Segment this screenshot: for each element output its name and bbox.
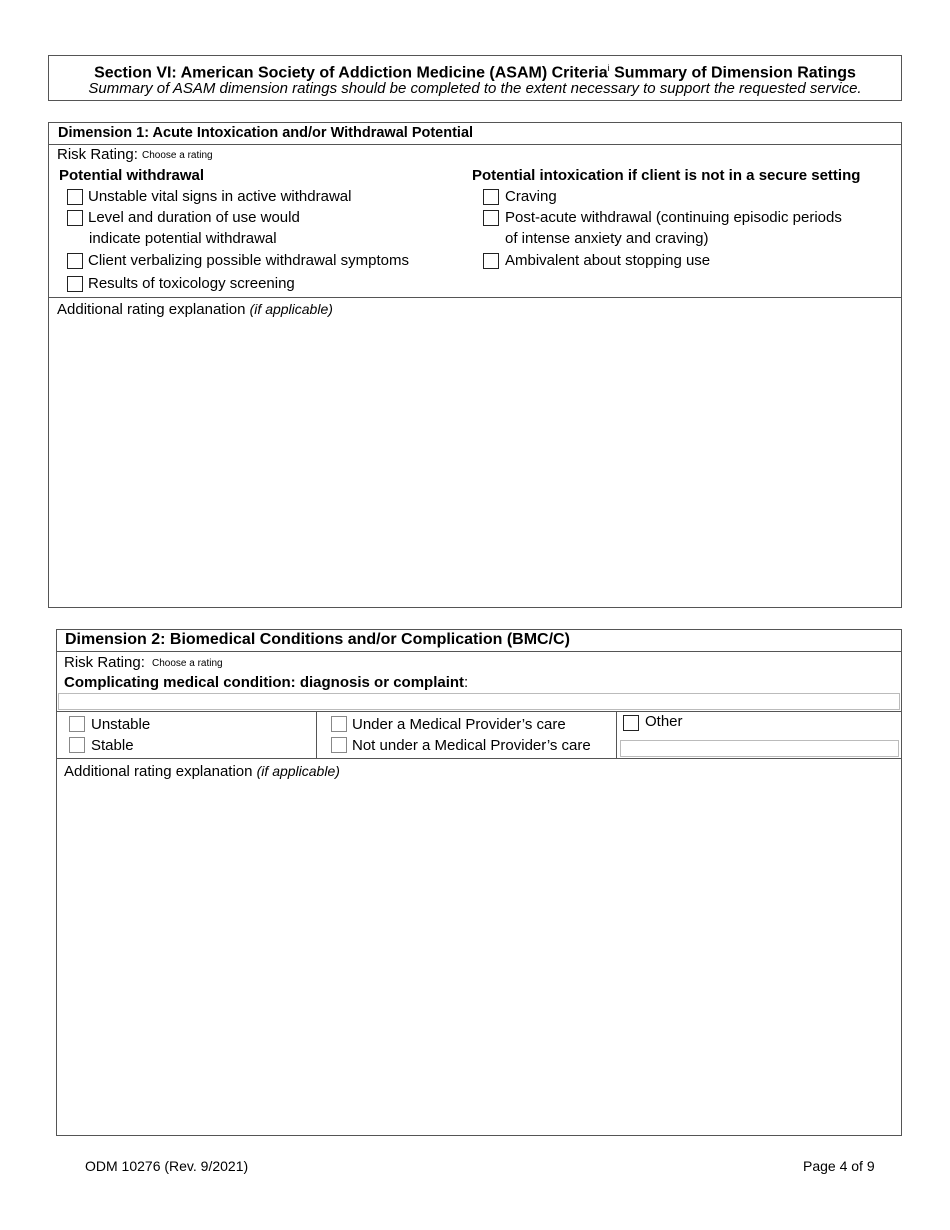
label-not-under-provider-care: Not under a Medical Provider’s care [352, 737, 591, 754]
complicating-condition-input[interactable] [58, 693, 900, 710]
checkbox-craving[interactable] [483, 189, 499, 205]
dimension1-risk-select[interactable]: Choose a rating [142, 150, 213, 161]
checkbox-post-acute[interactable] [483, 210, 499, 226]
dimension2-options-divider-1 [316, 711, 317, 758]
label-level-duration: Level and duration of use would [88, 209, 300, 226]
dimension2-options-divider-2 [616, 711, 617, 758]
checkbox-level-duration[interactable] [67, 210, 83, 226]
label-stable: Stable [91, 737, 134, 754]
dimension2-title-divider [56, 651, 902, 652]
checkbox-unstable-vitals[interactable] [67, 189, 83, 205]
dimension1-explanation-hint: (if applicable) [249, 301, 333, 317]
dimension1-risk-label: Risk Rating: [57, 146, 138, 163]
dimension2-risk-select[interactable]: Choose a rating [152, 658, 223, 669]
section-title-superscript: i [607, 63, 610, 73]
dimension2-explanation-label [64, 762, 340, 781]
dimension2-title: Dimension 2: Biomedical Conditions and/or Complication (BMC/C) [65, 631, 570, 648]
checkbox-ambivalent[interactable] [483, 253, 499, 269]
dimension2-explanation-input[interactable] [60, 782, 898, 1132]
checkbox-verbalizing-symptoms[interactable] [67, 253, 83, 269]
checkbox-not-under-provider-care[interactable] [331, 737, 347, 753]
label-verbalizing-symptoms: Client verbalizing possible withdrawal symptoms [88, 252, 409, 269]
checkbox-stable[interactable] [69, 737, 85, 753]
label-toxicology: Results of toxicology screening [88, 275, 295, 292]
label-post-acute-cont: of intense anxiety and craving) [505, 230, 709, 247]
dimension1-title: Dimension 1: Acute Intoxication and/or Withdrawal Potential [58, 125, 474, 141]
dimension1-explanation-divider [48, 297, 902, 298]
dimension2-complicating-text: Complicating medical condition: diagnosis or complaint [64, 674, 465, 691]
label-craving: Craving [505, 188, 557, 205]
label-unstable-vitals: Unstable vital signs in active withdrawal [88, 188, 352, 205]
label-under-provider-care: Under a Medical Provider’s care [352, 716, 566, 733]
dimension1-col2-heading: Potential intoxication if client is not in a secure setting [472, 167, 861, 184]
dimension1-explanation-label [57, 300, 333, 319]
dimension2-explanation-hint: (if applicable) [256, 763, 340, 779]
section-subtitle: Summary of ASAM dimension ratings should be completed to the extent necessary to support the requested service. [88, 80, 862, 97]
dimension1-explanation-input[interactable] [52, 320, 898, 604]
dimension1-col1-heading: Potential withdrawal [59, 167, 205, 184]
label-level-duration-cont: indicate potential withdrawal [89, 230, 277, 247]
checkbox-unstable[interactable] [69, 716, 85, 732]
label-other: Other [645, 713, 683, 730]
dimension2-explanation-text: Additional rating explanation [64, 763, 253, 780]
section-title-suffix: Summary of Dimension Ratings [609, 64, 856, 82]
dimension2-options-top-divider [56, 711, 902, 712]
label-ambivalent: Ambivalent about stopping use [505, 252, 711, 269]
dimension2-complicating-label [64, 674, 468, 692]
label-unstable: Unstable [91, 716, 151, 733]
dimension1-title-divider [48, 144, 902, 145]
dimension2-risk-label: Risk Rating: [64, 654, 145, 671]
label-post-acute: Post-acute withdrawal (continuing episodic periods [505, 209, 842, 226]
footer-form-id: ODM 10276 (Rev. 9/2021) [85, 1158, 249, 1174]
dimension2-complicating-colon: : [464, 674, 469, 691]
section-title-main: Section VI: American Society of Addiction Medicine (ASAM) Criteria [94, 64, 608, 82]
dimension2-explanation-divider [56, 758, 902, 759]
dimension1-explanation-text: Additional rating explanation [57, 301, 246, 318]
other-input[interactable] [620, 740, 899, 757]
checkbox-under-provider-care[interactable] [331, 716, 347, 732]
checkbox-toxicology[interactable] [67, 276, 83, 292]
checkbox-other[interactable] [623, 715, 639, 731]
footer-page-number: Page 4 of 9 [803, 1158, 875, 1174]
